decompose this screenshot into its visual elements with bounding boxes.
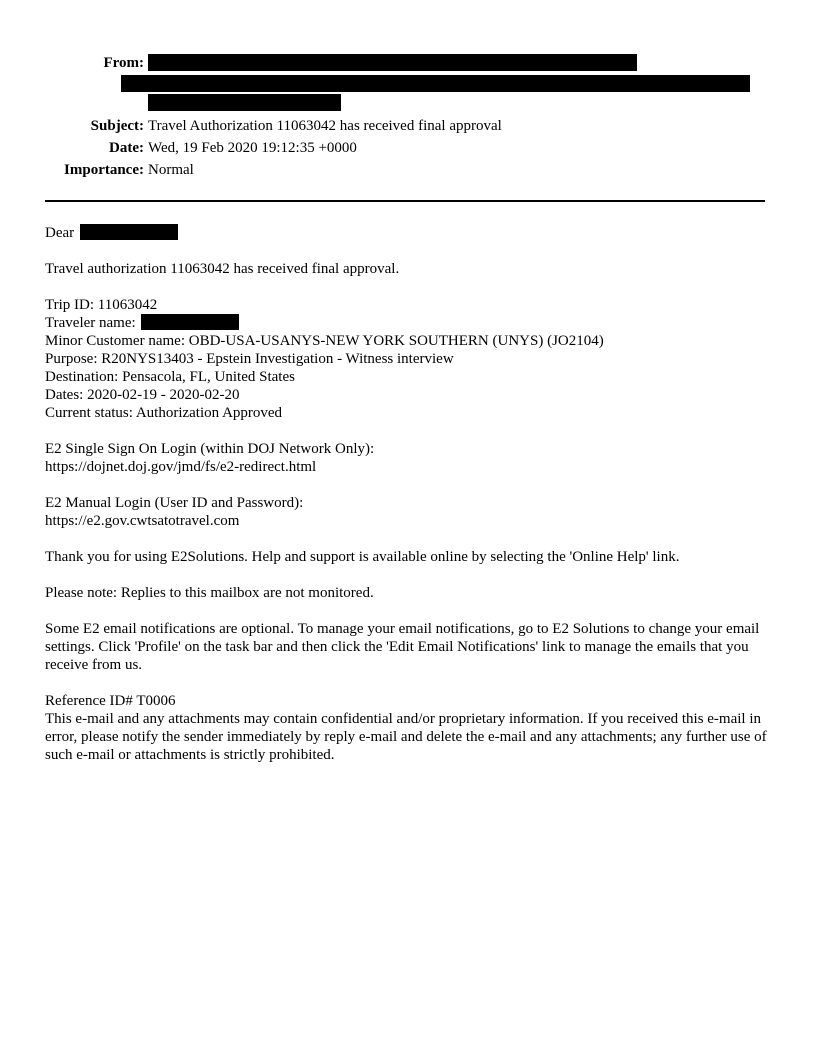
date-label: Date:	[109, 140, 144, 156]
disclaimer-text: This e-mail and any attachments may contain confidential and/or proprietary information. If you received this e-mail in error, please notify the sender immediately by reply e-mail and delete the e-mail and any attachments; any further use of such e-mail or attachments is strictly prohibited.	[45, 711, 767, 763]
manual-label: E2 Manual Login (User ID and Password):	[45, 495, 304, 511]
trip-details	[45, 296, 775, 422]
from-redaction-3	[148, 94, 341, 111]
traveler-name-label: Traveler name:	[45, 315, 136, 331]
intro-text: Travel authorization 11063042 has received final approval.	[45, 261, 400, 277]
thanks-text: Thank you for using E2Solutions. Help and support is available online by selecting the 'Online Help' link.	[45, 549, 680, 565]
optional-notifications-paragraph	[45, 620, 775, 674]
date-value: Wed, 19 Feb 2020 19:12:35 +0000	[148, 140, 357, 156]
trip-id: Trip ID: 11063042	[45, 297, 158, 313]
traveler-name-redaction	[141, 314, 239, 330]
from-label: From:	[103, 55, 144, 71]
manual-login	[45, 494, 775, 530]
intro-paragraph	[45, 260, 775, 278]
recipient-redaction	[80, 224, 178, 240]
importance-value: Normal	[148, 162, 194, 178]
greeting-line	[45, 224, 775, 242]
note-paragraph	[45, 584, 775, 602]
sso-label: E2 Single Sign On Login (within DOJ Network Only):	[45, 441, 375, 457]
subject-value: Travel Authorization 11063042 has received final approval	[148, 118, 502, 134]
sso-login	[45, 440, 775, 476]
from-redaction-1	[148, 54, 637, 71]
optional-notifications-text: Some E2 email notifications are optional. To manage your email notifications, go to E2 Solutions to change your email settings. Click 'Profile' on the task bar and then click the 'Edit Email Notifications' link to manage the emails that you receive from us.	[45, 621, 760, 673]
destination: Destination: Pensacola, FL, United States	[45, 369, 295, 385]
sso-url[interactable]: https://dojnet.doj.gov/jmd/fs/e2-redirect.html	[45, 459, 317, 475]
thanks-paragraph	[45, 548, 775, 566]
current-status: Current status: Authorization Approved	[45, 405, 283, 421]
header-divider	[45, 200, 765, 202]
minor-customer: Minor Customer name: OBD-USA-USANYS-NEW YORK SOUTHERN (UNYS) (JO2104)	[45, 333, 604, 349]
dates: Dates: 2020-02-19 - 2020-02-20	[45, 387, 240, 403]
reference-id: Reference ID# T0006	[45, 693, 176, 709]
note-text: Please note: Replies to this mailbox are not monitored.	[45, 585, 374, 601]
subject-label: Subject:	[90, 118, 144, 134]
greeting: Dear	[45, 225, 75, 241]
importance-label: Importance:	[64, 162, 144, 178]
manual-url[interactable]: https://e2.gov.cwtsatotravel.com	[45, 513, 240, 529]
reference-paragraph	[45, 692, 775, 764]
purpose: Purpose: R20NYS13403 - Epstein Investigation - Witness interview	[45, 351, 454, 367]
from-redaction-2	[121, 75, 750, 92]
